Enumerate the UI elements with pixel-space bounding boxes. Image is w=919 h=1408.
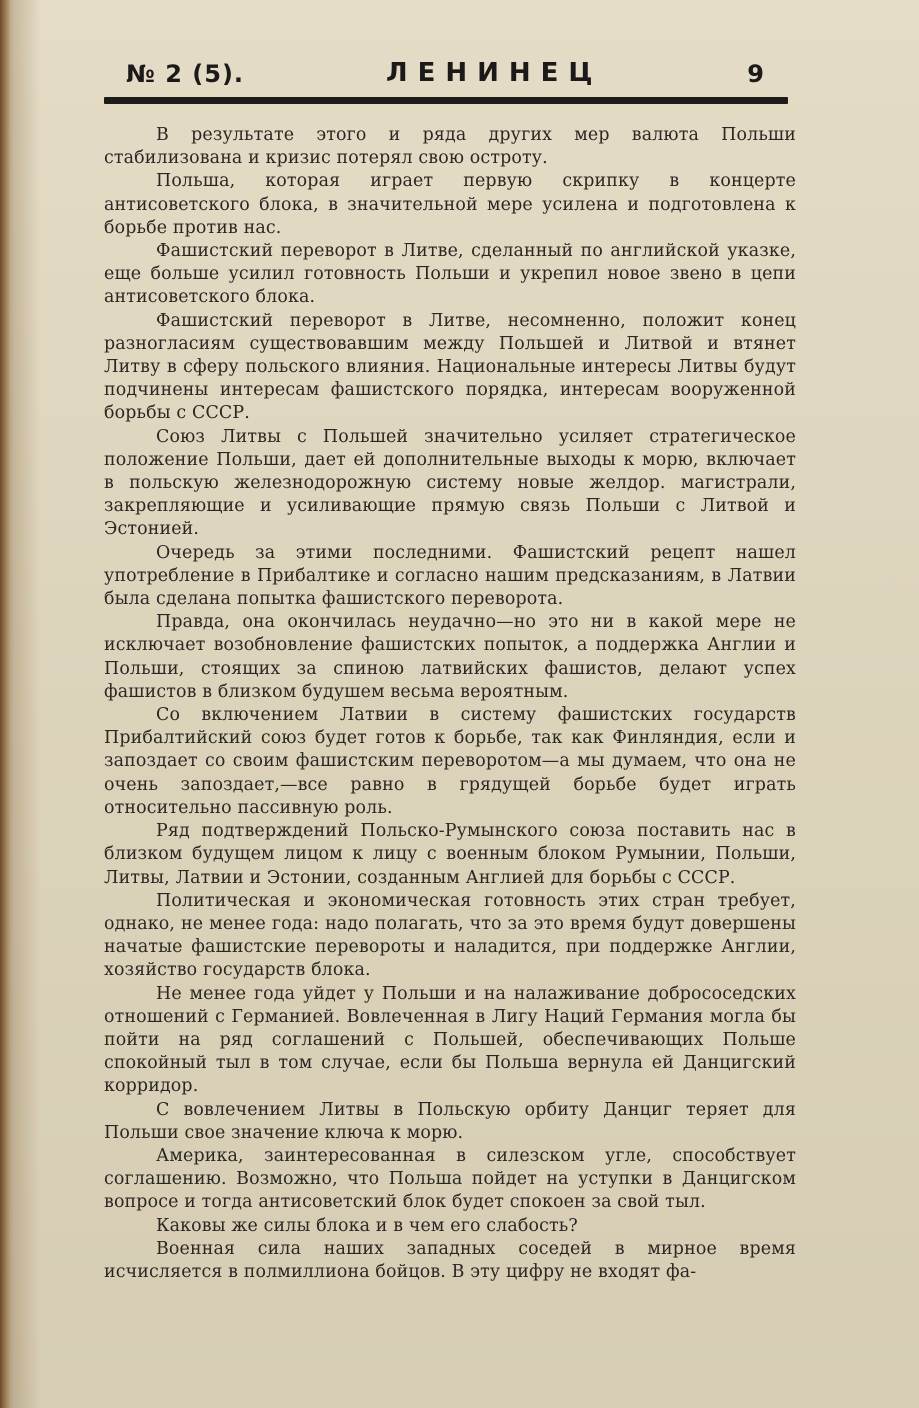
paragraph: Фашистский переворот в Литве, сделанный по английской указке, еще больше усилил готовность Польши и укрепил новое звено в цепи антисоветского блока. xyxy=(104,241,796,308)
paragraph: Польша, которая играет первую скрипку в концерте антисоветского блока, в значительной мере усилена и подготовлена к борьбе против нас. xyxy=(104,171,796,238)
paragraph: Не менее года уйдет у Польши и на налаживание добрососедских отношений с Германией. Вовлеченная в Лигу Наций Германия могла бы пойти на ряд соглашений с Польшей, обеспечивающих Польше спокойный тыл в том случае, если бы Польша вернула ей Данцигский корридор. xyxy=(104,983,796,1097)
page-binding-edge xyxy=(0,0,10,1408)
paragraph: Политическая и экономическая готовность этих стран требует, однако, не менее года: надо полагать, что за это время будут довершены начатые фашистские перевороты и наладится, при поддержке Англии, хозяйство государств блока. xyxy=(104,890,796,981)
paragraph: Очередь за этими последними. Фашистский рецепт нашел употребление в Прибалтике и согласно нашим предсказаниям, в Латвии была сделана попытка фашистского переворота. xyxy=(104,542,796,610)
paragraph: С вовлечением Литвы в Польскую орбиту Данциг теряет для Польши свое значение ключа к морю. xyxy=(104,1099,796,1143)
page-number: 9 xyxy=(747,60,764,88)
paragraph: Ряд подтверждений Польско-Румынского союза поставить нас в близком будущем лицом к лицу с военным блоком Румынии, Польши, Литвы, Латвии и Эстонии, созданным Англией для борьбы с СССР. xyxy=(104,821,796,888)
issue-number: № 2 (5). xyxy=(126,60,245,88)
page-header xyxy=(118,58,770,92)
paragraph: Союз Литвы с Польшей значительно усиляет стратегическое положение Польши, дает ей дополнительные выходы к морю, включает в польскую железнодорожную систему новые желдор. магистрали, закрепляющие и усиливающие прямую связь Польши с Литвой и Эстонией. xyxy=(104,426,796,540)
paragraph: Каковы же силы блока и в чем его слабость? xyxy=(156,1215,578,1236)
masthead-title: ЛЕНИНЕЦ xyxy=(386,58,603,88)
header-rule xyxy=(104,97,788,104)
paragraph: Фашистский переворот в Литве, несомненно, положит конец разногласиям существовавшим между Польшей и Литвой и втянет Литву в сферу польского влияния. Национальные интересы Литвы будут подчинены интересам фашистского порядка, интересам вооруженной борьбы с СССР. xyxy=(104,310,796,424)
paragraph: В результате этого и ряда других мер валюта Польши стабилизована и кризис потерял свою остроту. xyxy=(104,125,796,169)
article-body xyxy=(104,124,796,1284)
paragraph: Америка, заинтересованная в силезском угле, способствует соглашению. Возможно, что Польша пойдет на уступки в Данцигском вопросе и тогда антисоветский блок будет спокоен за свой тыл. xyxy=(104,1145,796,1213)
paragraph: Военная сила наших западных соседей в мирное время исчисляется в полмиллиона бойцов. В эту цифру не входят фа- xyxy=(104,1238,796,1282)
paragraph: Правда, она окончилась неудачно—но это ни в какой мере не исключает возобновление фашистских попыток, а поддержка Англии и Польши, стоящих за спиною латвийских фашистов, делают успех фашистов в близком будушем весьма вероятным. xyxy=(104,612,796,702)
paragraph: Со включением Латвии в систему фашистских государств Прибалтийский союз будет готов к борьбе, так как Финляндия, если и запоздает со своим фашистским переворотом—а мы думаем, что она не очень запоздает,—все равно в грядущей борьбе будет играть относительно пассивную роль. xyxy=(104,705,796,818)
